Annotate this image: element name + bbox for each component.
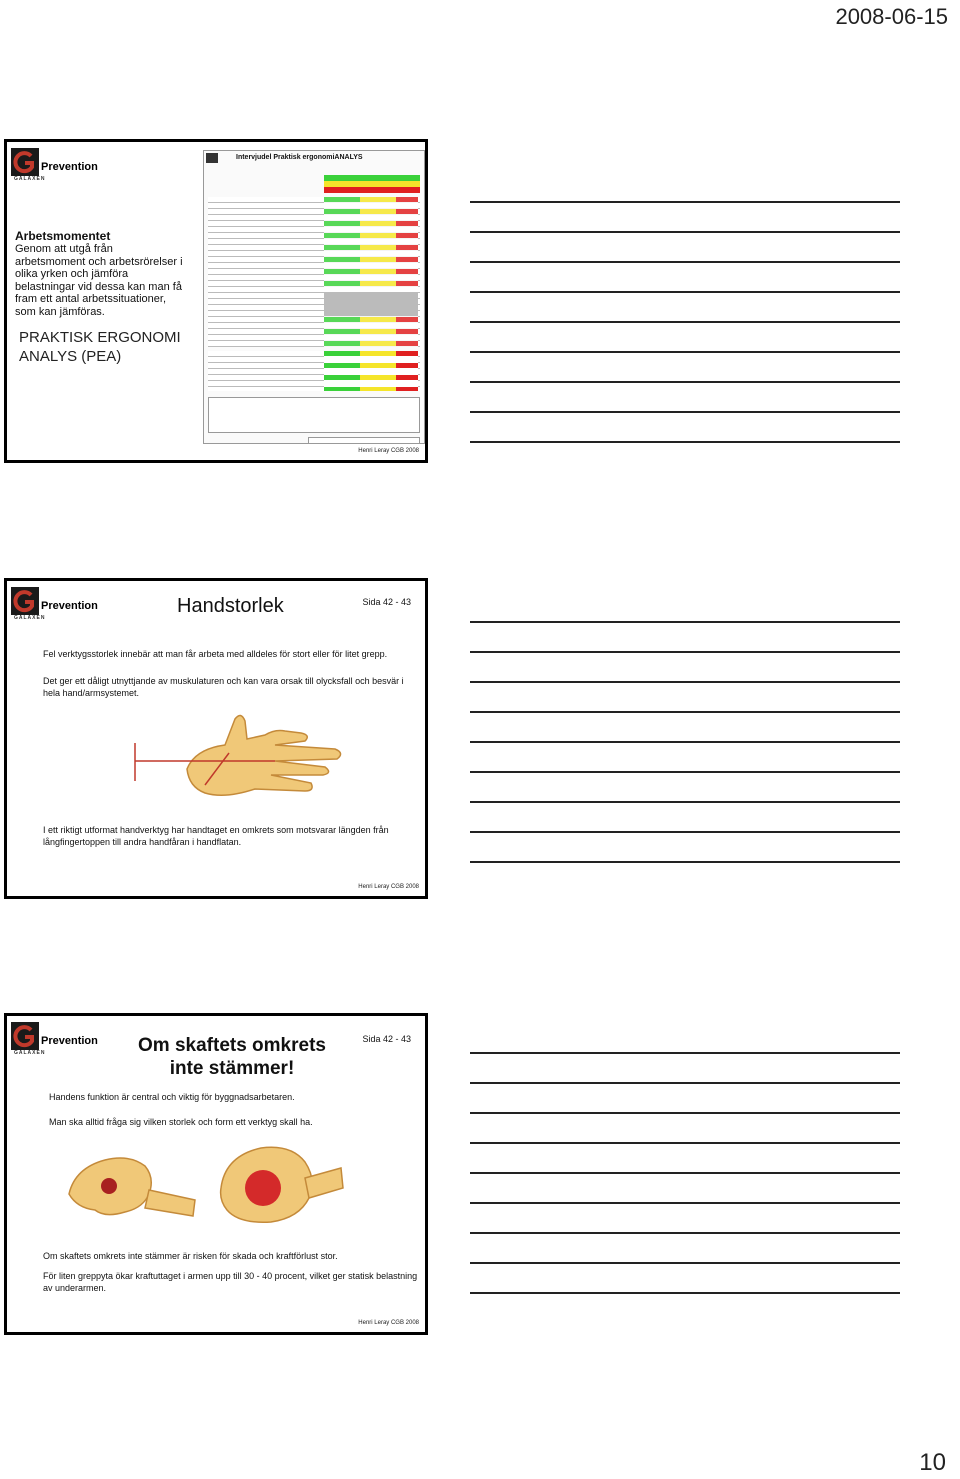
galaxen-logo bbox=[11, 587, 98, 623]
prevention-label: Prevention bbox=[41, 600, 98, 612]
slide2-title: Handstorlek bbox=[177, 595, 284, 617]
large-grip-fist bbox=[221, 1147, 343, 1222]
pea-form-title: Intervjudel Praktisk ergonomiANALYS bbox=[236, 154, 363, 161]
galaxen-text: GALAXEN bbox=[14, 176, 46, 182]
galaxen-text: GALAXEN bbox=[14, 1050, 46, 1056]
slide2-paragraph-2: Det ger ett dåligt utnyttjande av muskulaturen och kan vara orsak till olycksfall och besvär i hela hand/armsystemet. bbox=[43, 676, 404, 698]
slide3-page-ref: Sida 42 - 43 bbox=[362, 1034, 411, 1044]
hand-illustration bbox=[125, 709, 345, 803]
notes-lines-3 bbox=[470, 1052, 900, 1322]
fist-illustrations bbox=[65, 1138, 345, 1228]
galaxen-g-icon bbox=[11, 1022, 39, 1052]
galaxen-g-icon bbox=[11, 587, 39, 617]
galaxen-g-icon bbox=[11, 148, 39, 178]
galaxen-logo bbox=[11, 148, 98, 184]
slide3-paragraph-1: Handens funktion är central och viktig för byggnadsarbetaren. bbox=[49, 1092, 295, 1102]
slide1-body: Genom att utgå från arbetsmoment och arbetsrörelser i olika yrken och jämföra belastningar vid dessa kan man få fram ett antal arbetssituationer, som kan jämföras. bbox=[15, 243, 183, 318]
slide1-footer: Henri Leray CGB 2008 bbox=[358, 448, 419, 454]
slide-1 bbox=[4, 139, 428, 463]
slide3-title: Om skaftets omkrets inte stämmer! bbox=[138, 1035, 326, 1079]
slide3-footer: Henri Leray CGB 2008 bbox=[358, 1320, 419, 1326]
slide2-footer: Henri Leray CGB 2008 bbox=[358, 884, 419, 890]
slide1-subtitle: PRAKTISK ERGONOMI ANALYS (PEA) bbox=[19, 329, 181, 365]
form-status-red bbox=[324, 187, 420, 193]
slide2-paragraph-3: I ett riktigt utformat handverktyg har handtaget en omkrets som motsvarar längden från långfingertoppen till andra handfåran i handflatan. bbox=[43, 825, 389, 847]
slide-2 bbox=[4, 578, 428, 899]
small-grip-fist bbox=[69, 1158, 195, 1216]
slide2-paragraph-1: Fel verktygsstorlek innebär att man får arbeta med alldeles för stort eller för litet grepp. bbox=[43, 649, 388, 659]
pea-form-image bbox=[203, 150, 425, 444]
form-table bbox=[208, 197, 420, 444]
slide3-paragraph-3: Om skaftets omkrets inte stämmer är risken för skada och kraftförlust stor. bbox=[43, 1251, 338, 1261]
prevention-label: Prevention bbox=[41, 1035, 98, 1047]
page-date: 2008-06-15 bbox=[835, 4, 948, 29]
page-number: 10 bbox=[919, 1449, 946, 1476]
slide-3 bbox=[4, 1013, 428, 1335]
notes-lines-2 bbox=[470, 621, 900, 891]
slide3-paragraph-2: Man ska alltid fråga sig vilken storlek och form ett verktyg skall ha. bbox=[49, 1117, 313, 1127]
slide1-heading: Arbetsmomentet bbox=[15, 229, 111, 243]
prevention-label: Prevention bbox=[41, 161, 98, 173]
slide3-paragraph-4: För liten greppyta ökar kraftuttaget i armen upp till 30 - 40 procent, vilket ger statisk belastning av underarmen. bbox=[43, 1271, 418, 1293]
galaxen-logo bbox=[11, 1022, 98, 1058]
notes-lines-1 bbox=[470, 201, 900, 471]
form-logo-icon bbox=[206, 153, 218, 163]
galaxen-text: GALAXEN bbox=[14, 615, 46, 621]
slide2-page-ref: Sida 42 - 43 bbox=[362, 597, 411, 607]
